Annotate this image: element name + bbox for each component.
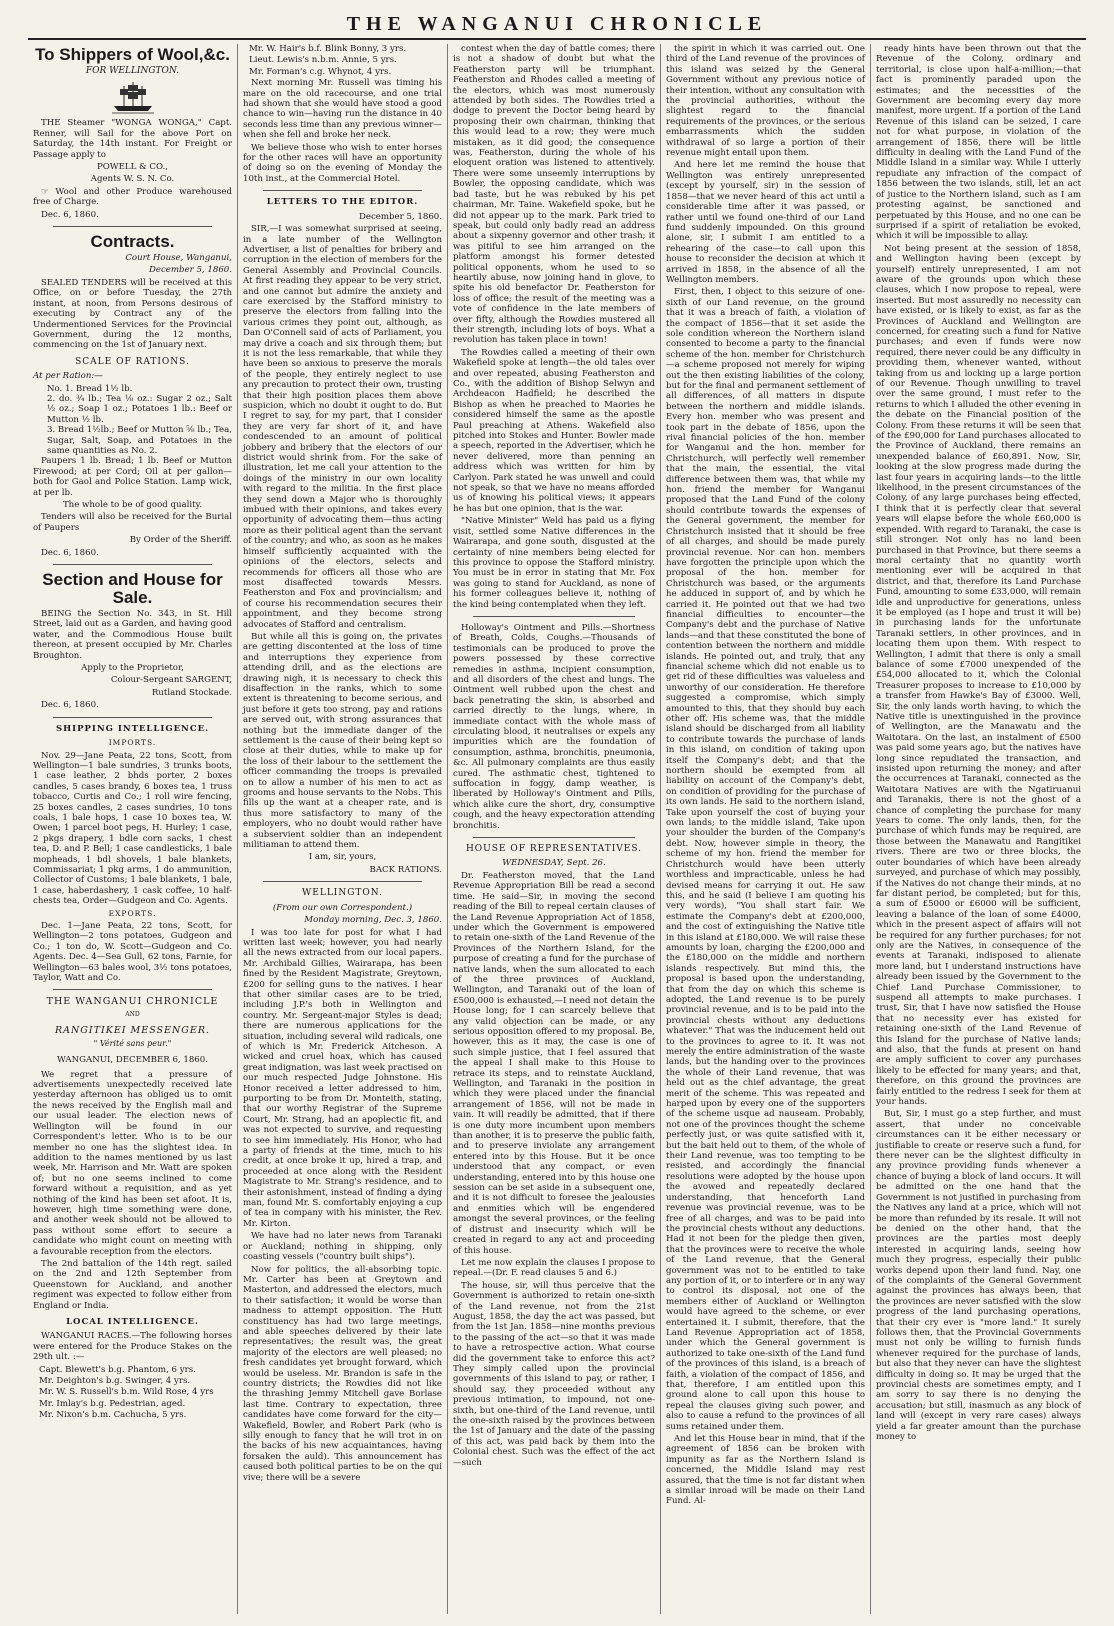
- chronicle-body-2: The 2nd battalion of the 14th regt. sailed on the 2nd and 12th September from Queenstown for Auckland, and another regiment was expected to follow either from England or India.: [33, 1258, 232, 1311]
- imports-title: IMPORTS.: [108, 738, 157, 748]
- divider: [263, 190, 422, 191]
- race-entry: Mr. Forman's c.g. Whynot, 4 yrs.: [249, 66, 392, 77]
- wellington-body-2: We have had no later news from Taranaki or Auckland; nothing in shipping, only coasting vessels ("country built ships").: [243, 1231, 442, 1263]
- pointing-hand-icon: ☞: [41, 186, 56, 197]
- chronicle-motto: " Vérité sans peur.": [93, 1038, 172, 1048]
- house-date: WEDNESDAY, Sept. 26.: [502, 858, 606, 869]
- letter-signoff: I am, sir, yours,: [308, 852, 377, 863]
- divider: [263, 881, 422, 882]
- chronicle-and: AND: [125, 1011, 140, 1019]
- chronicle-body-1: We regret that a pressure of advertisements unexpectedly received late yesterday afternoon has obliged us to omit the news received by the English mail and our usual leader. The election news of Wellington will be found in our Correspondent's letter. Who is to be our member no one has the slightest idea. In addition to the names mentioned by us last week, Mr. Harrison and Mr. Watt are spoken of; but no one seems inclined to come forward without a requisition, and as yet nothing of the kind has been set afoot. It is, however, high time something were done, and another week should not be allowed to pass without some effort to secure a candidate who might count on meeting with a favourable reception from the electors.: [33, 1069, 232, 1257]
- columns: [28, 44, 1086, 1614]
- column-2: [238, 44, 448, 1614]
- shippers-agent2: Agents W. S. N. Co.: [90, 174, 175, 185]
- whole-quality: The whole to be of good quality.: [62, 500, 203, 510]
- politics-paragraph-3: "Native Minister" Weld has paid us a flying visit, settled some Native differences in the Wairarapa, and gone south, disgusted at the certainty of nine members being elected for this province to oppose the Stafford ministry. You must be in error in stating that Mr. Fox was going to stand for Auckland, as none of his former colleagues believe it, nothing of the kind being contemplated when they left.: [453, 516, 655, 610]
- section-apply: Apply to the Proprietor,: [81, 663, 184, 674]
- letter-body-2: But while all this is going on, the privates are getting discontented at the loss of time and interruptions they experience from attending drill, and as the elections are drawing nigh, it is necessary to check this disaffection in the ranks, which to some extent is threatening to become serious, and just before it gets too strong, pay and rations are served out, with strong assurances that nothing but the immediate danger of the settlement is the cause of their being kept so close at their duties, while to make up for the loss of their labour to the settlement the officer commanding the troops is prevailed on to allow a number of his men to act as grooms and house servants to the Nobs. This fills up the want at a cheaper rate, and is thus more satisfactory to many of the employers, who no doubt would rather have a subservient soldier than an independent militiaman to attend them.: [243, 631, 442, 851]
- house-body-2: Let me now explain the clauses I propose to repeal.—(Dr. F. read clauses 5 and 6.): [453, 1257, 655, 1279]
- speech-paragraph-5: ready hints have been thrown out that the Revenue of the Colony, ordinary and territorial, is close upon half-a-million;—that fact is prominently paraded upon the estimates; and the necessities of the Government are becoming every day more manifest, more urgent. If a portion of the Land Revenue of this island can be seized, I care not for what purpose, in violation of the arrangement of 1856, there will be little difficulty in dealing with the Land Fund of the Middle Island in a similar way. While I utterly repudiate any infraction of the compact of 1856 between the two islands, still, let an act of justice to the Northern island, such as I am protesting against, be sanctioned and perpetuated by this House, and no one can be surprised if a spirit of retaliation be evoked, which it will be impossible to allay.: [876, 44, 1081, 242]
- shippers-date: Dec. 6, 1860.: [41, 209, 99, 220]
- wellington-correspondent: (From our own Correspondent.): [272, 902, 413, 913]
- house-body-3: The house, sir, will thus perceive that the Government is authorized to retain one-sixth of the Land revenue, not from the 21st August, 1858, the day the act was passed, but from the 1st Jan. 1858—nine months previous to the passing of the act—so that it was made to have a retrospective action. What course did the government take to enforce this act? They simply called upon the provincial governments of this island to pay, or rather, I should say, they proceeded without any previous intimation, to impound, not one-sixth, but one-third of the Land revenue, until the one-sixth raised by the provinces between the 1st of January and the date of the passing of this act, was paid back by them into the Colonial chest. Such was the effect of the act—such: [453, 1280, 655, 1468]
- paupers: Paupers 1 lb. Bread; 1 lb. Beef or Mutton Firewood; at per Cord; Oil at per gallon—both for Gaol and Police Station. Lamp wick, at per lb.: [33, 456, 232, 498]
- wellington-body-3: Now for politics, the all-absorbing topic. Mr. Carter has been at Greytown and Masterton, and addressed the electors, much to their satisfaction; it would be worse than madness to attempt opposition. The Hutt constituency has had two large meetings, and able speeches delivered by their late representatives; the result was, the great majority of the electors are well pleased; no fresh candidates yet brought forward, which would be useless. Mr. Brandon is safe in the country districts; the Rowdies did not like the thrashing Jemmy Mitchell gave Borlase last time. Contrary to expectation, three candidates have come forward for the city—Wakefield, Bowler, and Robert Park (who is silly enough to fancy that he will trot in on the backs of his new acquaintances, having forsaken the auld). This announcement has caused both political parties to be on the qui vive; there will be a severe: [243, 1264, 442, 1483]
- politics-paragraph-1: contest when the day of battle comes; there is not a shadow of doubt but what the Featherston party will be triumphant. Featherston and Rhodes called a meeting of the electors, which was most numerously attended by both sides. The Rowdies tried a dodge to prevent the Doctor being heard by proposing their own chairman, thinking that this would lead to a row; they were much mistaken, as it did good; the consequence was, Featherston, during the whole of his eloquent oration was listened to attentively. There were some unseemly interruptions by Bowler, the opposing candidate, which was bad taste, but he was rebuked by his pet chairman, Mr. Taine. Wakefield spoke, but he did not appear up to the mark. Park tried to speak, but could only badly read an address about a sixpenny governor and other trash; it was pitiful to see him arranged on the platform amongst his former detested political opponents, whom he used to so heartily abuse, now joining hand in glove, to spite his old benefactor Dr. Featherston for loss of office; the result of the meeting was a vote of confidence in the late members of over fifty, although the Rowdies mustered all their strength, including lots of boys. What a revolution has taken place in town!: [453, 44, 655, 346]
- scale-line: 2. do. ¾ lb.; Tea ⅛ oz.: Sugar 2 oz.; Salt ½ oz.; Soap 1 oz.; Potatoes 1 lb.: Beef or Mutton ½ lb.: [47, 393, 232, 425]
- column-1: [28, 44, 238, 1614]
- section-sergeant: Colour-Sergeant SARGENT,: [110, 675, 232, 686]
- races-paragraph-1: Next morning Mr. Russell was timing his mare on the old racecourse, and one trial had shown that she would have stood a good chance to win—having run the distance in 40 seconds less time than any previous winner—when she fell and broke her neck.: [243, 78, 442, 141]
- masthead-rule: [28, 38, 1086, 40]
- court-house: Court House, Wanganui,: [125, 253, 232, 264]
- local-title: LOCAL INTELLIGENCE.: [66, 1317, 199, 1327]
- scale-title: SCALE OF RATIONS.: [75, 356, 190, 367]
- letters-title: LETTERS TO THE EDITOR.: [266, 197, 419, 208]
- local-body: WANGANUI RACES.—The following horses were entered for the Produce Stakes on the 29th ult. :—: [33, 1331, 232, 1363]
- contracts-body: SEALED TENDERS will be received at this Office, on or before Tuesday, the 27th instant, at noon, from Persons desirous of executing by Contract any of the Undermentioned Services for the Provincial Government, during the 12 months, commencing on the 1st of January next.: [33, 277, 232, 351]
- race-entry: Mr. Deighton's b.g. Swinger, 4 yrs.: [39, 1376, 191, 1387]
- section-date: Dec. 6, 1860.: [41, 700, 99, 711]
- scale-line: No. 1. Bread 1½ lb.: [47, 383, 133, 394]
- shippers-wool: [33, 187, 232, 208]
- column-4: [661, 44, 871, 1614]
- contracts-title: Contracts.: [90, 232, 175, 252]
- speech-paragraph-3: First, then, I object to this seizure of one-sixth of our Land revenue, on the ground that it was a breach of faith, a violation of the compact of 1856—that it set aside the sole condition whereon the Northern island consented to become a party to the financial scheme of the hon. member for Christchurch—a scheme proposed not merely for wiping out the then existing liabilities of the colony, but for the final and permanent settlement of all differences, of all matters in dispute between the northern and middle islands. Every hon. member who was present and took part in the debate of 1856, upon the rival financial policies of the hon. member for Wanganui and the hon. member for Christchurch, will perfectly well remember that the main, the essential, the vital difference between them was, that while my hon. friend the member for Wanganui proposed that the Land Fund of the colony should contribute towards the expenses of the General government, the member for Christchurch insisted that it should be free of all charges, and should be made purely provincial revenue. Nor can hon. members have forgotten the principle upon which the proposal of the hon. member for Christchurch was based, or the arguments he adduced in support of, and by which he carried it. He pointed out that we had two financial difficulties to encounter—the Company's debt and the purchase of Native lands—and that these constituted the bone of contention between the northern and middle islands. He pointed out, and truly, that any financial scheme which did not enable us to get rid of these difficulties was valueless and unworthy of our consideration. He therefore suggested a compromise, which simply amounted to this, that they should buy each other off. His scheme was, that the middle island should be discharged from all liability to contribute towards the purchase of lands in this island, on condition of taking upon itself the Company's debt; and that the northern should be exempted from all liability on account of the Company's debt, on condition of providing for the purchase of its own lands. He said to the northern island, Take upon yourself the cost of buying your own lands; to the middle island, Take upon your shoulder the burden of the Company's debt. Now, however simple in theory, the scheme of my hon. friend the member for Christchurch would have been utterly worthless and impracticable, unless he had devised means for carrying it out. He saw this, and he said (I believe I am quoting his very words), "You shall start fair. We estimate the Company's debt at £200,000, and the cost of extinguishing the Native title in this island at £180,000. We will raise these amounts by loan, charging the £200,000 and the £180,000 on the middle and northern islands respectively. But mind this, the proposal is based upon the understanding, that from the day on which this scheme is adopted, the Land revenue is to be purely provincial revenue, and is to be paid into the provincial chests without any deductions whatever." That was the inducement held out to the provinces to agree to it. It was not merely the entire administration of the waste lands, but the handing over to the provinces the whole of their Land revenue, that was held out as the chief advantage, the great merit of the scheme. This was repeated and harped upon by every one of the supporters of the scheme usque ad nauseam. Probably, not one of the provinces thought the scheme perfectly just, or was quite satisfied with it, but the bait held out to them, of the whole of their Land revenue, was too tempting to be resisted, and accordingly the financial resolutions were adopted by the house upon the avowed and repeatedly declared understanding, that henceforth Land revenue was provincial revenue, was to be free of all charges, and was to be paid into the provincial chests without any deductions. Had it not been for the pledge then given, that the provinces were to receive the whole of the Land revenue, that the General government was not to be entitled to take any portion of it, or to interfere or in any way to control its disposal, not one of the members either of Auckland or Wellington would have agreed to the scheme, or ever entertained it. I submit, therefore, that the Land Revenue Appropriation act of 1858, under which the General government is authorized to take one-sixth of the Land fund of the provinces of this island, is a breach of faith, a violation of the compact of 1856, and that, therefore, I am entitled upon this ground alone to call upon this house to repeal the clauses giving such power, and also to cause a refund to the provinces of all sums retained under them.: [666, 287, 865, 1432]
- divider: [473, 837, 635, 838]
- wellington-body: I was too late for post for what I had written last week; however, you had nearly all the news extracted from our local papers. Mr. Archibald Gillies, Wairarapa, has been fined by the Resident Magistrate, Greytown, £200 for selling guns to the natives. I hear that other similar cases are to be tried, including J.P.'s both in Wellington and country. Mr. Sergeant-major Styles is dead; there are numerous applications for the situation, including several wild radicals, one of which is Mr. Frederick Aitcheson. A wicked and cruel hoax, which has caused great indignation, was last week practised on our much respected Judge Johnstone. His Honor received a letter addressed to him, purporting to be from Dr. Monteith, stating, that our worthy Registrar of the Supreme Court, Mr. Strang, had an apoplectic fit, and was not expected to survive, and requesting to see him immediately. His Honor, who had a party of friends at the time, much to his credit, at once broke it up, hired a trap, and proceeded at once along with the Resident Magistrate to Mr. Strang's residence, and to their astonishment, instead of finding a dying man, found Mr. S. comfortably enjoying a cup of tea in company with his minister, the Rev. Mr. Kirton.: [243, 927, 442, 1229]
- shippers-wool-text: Wool and other Produce warehoused free of Charge.: [33, 186, 233, 208]
- races-paragraph-2: We believe those who wish to enter horses for the other races will have an opportunity of doing so on the evening of Monday the 10th inst., at the Commercial Hotel.: [243, 142, 442, 184]
- speech-paragraph-4: And let this House bear in mind, that if the agreement of 1856 can be broken with impunity as far as the Northern Island is concerned, the Middle Island may rest assured, that the time is not far distant when a similar inroad will be made on their Land Fund. Al-: [666, 1434, 865, 1507]
- race-entry: Mr. Imlay's b.g. Pedestrian, aged.: [39, 1398, 186, 1409]
- letter-signature: BACK RATIONS.: [369, 864, 442, 875]
- wellington-title: WELLINGTON.: [302, 888, 383, 899]
- race-entry: Mr. W. Hair's b.f. Blink Bonny, 3 yrs.: [249, 44, 407, 54]
- race-entry: Capt. Blewett's b.g. Phantom, 6 yrs.: [39, 1364, 196, 1375]
- scale-line: 3. Bread 1½lb.; Beef or Mutton ⅝ lb.; Tea, Sugar, Salt, Soap, and Potatoes in the same quantities as No. 2.: [47, 425, 232, 456]
- exports-title: EXPORTS.: [108, 908, 157, 918]
- sailing-ship-icon: [33, 80, 232, 114]
- section-body: BEING the Section No. 343, in St. Hill Street, laid out as a Garden, and having good water, and the Commodious House built thereon, at present occupied by Mr. Charles Broughton.: [33, 609, 232, 661]
- shippers-agent: POWELL & CO.,: [96, 162, 169, 173]
- letter-date: December 5, 1860.: [359, 211, 442, 222]
- race-entry: Lieut. Lewis's n.b.m. Annie, 5 yrs.: [249, 55, 397, 66]
- politics-paragraph-2: The Rowdies called a meeting of their own Wakefield spoke at length—the old tales over and over repeated, abusing Featherston and Co., with the addition of Bishop Selwyn and Archdeacon Hadfield; he described the Bishop as when he preached to Maories he considered himself the same as the apostle Paul preaching at Athens. Wakefield also pitched into Stokes and Hunter. Bowler made a speech, reported in the Advertiser, which he never delivered, more than penning an address which was written for him by Carlyon. Park stated he was unwell and could not speak, so that we have no means afforded us of knowing his political views; it appears he has but one opinion, that is the war.: [453, 347, 655, 514]
- divider: [53, 226, 212, 227]
- contracts-date: Dec. 6, 1860.: [41, 547, 99, 558]
- column-3: [448, 44, 661, 1614]
- speech-paragraph-7: But, Sir, I must go a step further, and must assert, that under no conceivable circumstances can it be either necessary or justifiable to create or reserve such a fund, for there never can be the slightest difficulty in any province providing funds whenever a chance of buying a block of land occurs. It will be admitted on the one hand that the Government is not justified in purchasing from the Natives any land at a price, which will not be more than refunded by its resale. It will not be denied on the other hand, that the provinces are the parties most deeply interested in acquiring lands, seeing how much they progress, especially their public works depend upon their land fund. Nay, one of the complaints of the General Government against the provinces has always been, that the provinces are never satisfied with the slow progress of the land purchasing operations, that their cry ever is "more land." It surely follows then, that the Provincial Governments must not only be willing to furnish funds whenever required for the purchase of lands, but also that they never can have the slightest difficulty in doing so. It may be urged that the provincial chests are sometimes empty, and I am sorry to say there is no denying the accusation; but still, inasmuch as any block of land will (except in very rare cases) always yield a far greater amount than the purchase money to: [876, 1109, 1081, 1443]
- at-per-ration: At per Ration:—: [33, 371, 103, 382]
- shippers-body: THE Steamer "WONGA WONGA," Capt. Renner, will Sail for the above Port on Saturday, the 14th instant. For Freight or Passage apply to: [33, 118, 232, 160]
- section-stockade: Rutland Stockade.: [151, 687, 232, 698]
- tenders: Tenders will also be received for the Burial of Paupers: [33, 512, 232, 533]
- column-5: [871, 44, 1086, 1614]
- masthead: THE WANGANUI CHRONICLE: [346, 13, 768, 35]
- wellington-date: Monday morning, Dec. 3, 1860.: [304, 915, 442, 926]
- speech-paragraph-6: Not being present at the session of 1858, and Wellington having been (except by yourself) entirely unrepresented, I am not aware of the grounds upon which these clauses, which I now propose to repeal, were inserted. But most assuredly no necessity can have existed, or is likely to exist, as far as the Provinces of Auckland and Wellington are concerned, for creating such a fund for Native purchases; and even if funds were now required, there never could be any difficulty in providing them, whenever wanted, without taking from us and locking up a large portion of our Revenue. Though unwilling to travel over the same ground, I must refer to the returns to which I alluded the other evening in the debate on the Financial position of the Colony. From these returns it will be seen that of the £90,000 for Land purchases allocated to the Province of Auckland, there remains an unexpended balance of £60,891. Now, Sir, looking at the slow progress made during the last four years in acquiring lands—to the little likelihood, in the present circumstances of the Colony, of any large purchases being effected, I think that it is perfectly clear that several years will elapse before the whole £60,000 is expended. With regard to Taranaki, the case is still stronger. Not only has no land been purchased in that Province, but there seems a moral certainty that no quantity worth mentioning ever will be acquired in that district, and that, therefore its Land Purchase Fund, amounting to some £33,000, will remain idle and unproductive for generations, unless it be employed (as I hope and trust it will be) in purchasing lands for the unfortunate Taranaki settlers, in other provinces, and in locating them upon them. With respect to Wellington, I admit that there is only a small balance of some £7000 unexpended of the £54,000 allocated to it, which the Colonial Treasurer proposes to increase to £10,000 by a transfer from Hawke's Bay of £3000. Well, Sir, the only lands worth having, to which the Native title is unextinguished in the province of Wellington, are the Manawatu and the Waitotara. On the last, an instalment of £500 was paid some years ago, but the natives have long since repudiated the transaction, and insisted upon returning the money; and after the occurrences at Taranaki, connected as the Waitotara Natives are with the Ngatiruanui and Taranakis, there is not the ghost of a chance of completing the purchase for many years to come. The only lands, then, for the purchase of which funds may be required, are those between the Manawatu and Rangitikei rivers. There are two or three blocks, the outer boundaries of which have been already surveyed, and purchase of which may possibly, if the Natives do not change their minds, at no far distant period, be completed; but for this, a sum of £5000 or £6000 will be sufficient, leaving a balance of the loan of some £4000, which in the present aspect of affairs will not be required for any further purchases; for not only are the Natives, in consequence of the events at Taranaki, indisposed to alienate more land, but I understand instructions have already been issued by the Government to the Chief Land Purchase Commissioner, to suspend all attempts to make purchases. I trust, Sir, that I have now satisfied the House that no necessity ever has existed for retaining one-sixth of the Land Revenue of this Island for the purchase of Native lands; and also, that the funds at present on hand are amply sufficient to cover any purchases likely to be effected for many years; and that, therefore, on this ground the provinces are fairly entitled to the redress I seek for them at your hands.: [876, 243, 1081, 1108]
- chronicle-title: THE WANGANUI CHRONICLE: [46, 996, 219, 1008]
- race-entry: Mr. W. S. Russell's b.m. Wild Rose, 4 yrs: [39, 1387, 214, 1398]
- divider: [53, 564, 212, 565]
- shipping-title: SHIPPING INTELLIGENCE.: [55, 723, 210, 734]
- speech-paragraph-1: the spirit in which it was carried out. One third of the Land revenue of the provinces of this island was seized by the General Government without any previous notice of their intention, without any consultation with the provincial authorities, without the slightest regard to the financial requirements of the provinces, or the serious embarrassments which the sudden withdrawal of so large a portion of their revenue might entail upon them.: [666, 44, 865, 159]
- house-title: HOUSE OF REPRESENTATIVES.: [465, 844, 643, 855]
- by-order: By Order of the Sheriff.: [129, 535, 232, 546]
- court-date: December 5, 1860.: [149, 265, 232, 276]
- divider: [53, 989, 212, 990]
- shippers-sub: FOR WELLINGTON.: [85, 66, 180, 76]
- chronicle-messenger: RANGITIKEI MESSENGER.: [54, 1024, 211, 1036]
- exports-body: Dec. 1—Jane Peata, 22 tons, Scott, for Wellington—2 tons potatoes, Gudgeon and Co.; 1 ton do, W. Scott—Gudgeon and Co. Agents. Dec. 4—Sea Gull, 62 tons, Farnie, for Wellington—63 bales wool, 3½ tons potatoes, Taylor, Watt and Co.: [33, 921, 232, 984]
- letter-body: SIR,—I was somewhat surprised at seeing, in a late number of the Wellington Advertiser, a list of penalties for bribery and corruption in the election of members for the General Assembly and Provincial Councils. At first reading they appear to be very strict, and one cannot but admire the anxiety and care exercised by the Stafford ministry to preserve the electors from falling into the various crimes they point out, although, as Dan O'Connell said of acts of Parliament, you may drive a coach and six through them; but it is not the less remarkable, that while they have been so anxious to preserve the morals of the people, they entirely neglect to use any precaution to protect their own, trusting that their high position places them above suspicion, which no doubt it ought to do. But I regret to say, for my part, that I consider they are very far short of it, and have condescended to an amount of political jobbery and bribery that the electors of our district would shrink from. For the sake of illustration, let me call your attention to the doings of the ministry in our own locality with regard to the militia. In the first place they send down a Major who is thoroughly imbued with their opinions, and takes every opportunity of advocating them—thus acting more as their political agent than the servant of the country; and who, as soon as he makes himself sufficiently acquainted with the opinions of the electors, selects and recommends for officers all those who are most disaffected towards Messrs. Featherston and Fox and provincialism; and of course his recommendation secures their appointment, and they become strong advocates of Stafford and centralism.: [243, 224, 442, 630]
- race-entry: Mr. Nixon's b.m. Cachucha, 5 yrs.: [39, 1410, 187, 1421]
- divider: [53, 717, 212, 718]
- holloway-advert: Holloway's Ointment and Pills.—Shortness of Breath, Colds, Coughs.—Thousands of testimonials can be produced to prove the powers possessed by these corrective remedies in asthma, incipient consumption, and all disorders of the chest and lungs. The Ointment well rubbed upon the chest and back penetrating the skin, is absorbed and carried directly to the lungs, where, in immediate contact with the whole mass of circulating blood, it neutralises or expels any impurities which are the foundation of consumption, asthma, bronchitis, pneumonia, &c. All pulmonary complaints are thus easily cured. The asthmatic chest, tightened to suffocation in foggy, damp weather, is liberated by Holloway's Ointment and Pills, which alike cure the short, dry, consumptive cough, and the heavy expectoration attending bronchitis.: [453, 622, 655, 831]
- shippers-title: To Shippers of Wool,&c.: [35, 45, 230, 64]
- section-title: Section and House for Sale.: [42, 570, 223, 608]
- chronicle-dateline: WANGANUI, DECEMBER 6, 1860.: [57, 1055, 208, 1066]
- speech-paragraph-2: And here let me remind the house that Wellington was entirely unrepresented (except by yourself, sir) in the session of 1858—that we never heard of this act until a considerable time after it was passed, or rather until we found one-third of our Land fund suddenly impounded. On this ground alone, sir, I submit I am entitled to a rehearing of the case—to call upon this house to reconsider the decision at which it arrived in 1858, in the absence of all the Wellington members.: [666, 160, 865, 285]
- house-body: Dr. Featherston moved, that the Land Revenue Appropriation Bill be read a second time. He said—Sir, in moving the second reading of the Bill to repeal certain clauses of the Land Revenue Appropriation Act of 1858, under which the Government is empowered to retain one-sixth of the Land Revenue of the Provinces of the Northern Island, for the purpose of creating a fund for the purchase of native lands, when the sum allocated to each of the three provinces of Auckland, Wellington, and Taranaki out of the loan of £500,000 is exhausted,—I need not detain the House long; for I can scarcely believe that any valid objection can be made, or any serious opposition offered to my proposal. Be, however, this as it may, the case is one of such simple justice, that I feel assured that the appeal I shall make to this House to retrace its steps, and to reinstate Auckland, Wellington, and Taranaki in the position in which they were placed under the financial arrangement of 1856, will not be made in vain. It will readily be admitted, that if there is one duty more incumbent upon members than another, it is to preserve the public faith, and to preserve inviolate any arrangement entered into by this House. But it be once understood that any compact, or even understanding, entered into by this house one session can be set aside in a subsequent one, and it is not difficult to foresee the jealousies and enmities which will be engendered amongst the several provinces, or the feeling of distrust and insecurity which will be created in regard to any act and proceeding of this house.: [453, 870, 655, 1256]
- divider: [473, 616, 635, 617]
- imports-body: Nov. 29—Jane Peata, 22 tons, Scott, from Wellington—1 bale sundries, 3 trunks boots, 1 case leather, 2 bhds porter, 2 boxes candles, 5 cases brandy, 6 boxes tea, 1 truss tobacco, Curtis and Co.; 1 roll wire fencing, 25 boxes candles, 2 cases sundries, 10 tons coals, 1 bale hops, 1 case 10 boxes tea, W. Owen; 1 parcel boot pegs, H. Hurley; 1 case, 2 pkgs drapery, 1 bdle corn sacks, 1 chest tea, D. and P. Bell; 1 case candlesticks, 1 bale mopheads, 1 bdl shovels, 1 bale blankets, Commissariat; 1 pkg arms, 1 do ammunition, Collector of Customs; 1 bale blankets, 1 bale, 1 case, haberdashery, 1 cask coffee, 10 half-chests tea, Order—Gudgeon and Co. Agents.: [33, 750, 232, 907]
